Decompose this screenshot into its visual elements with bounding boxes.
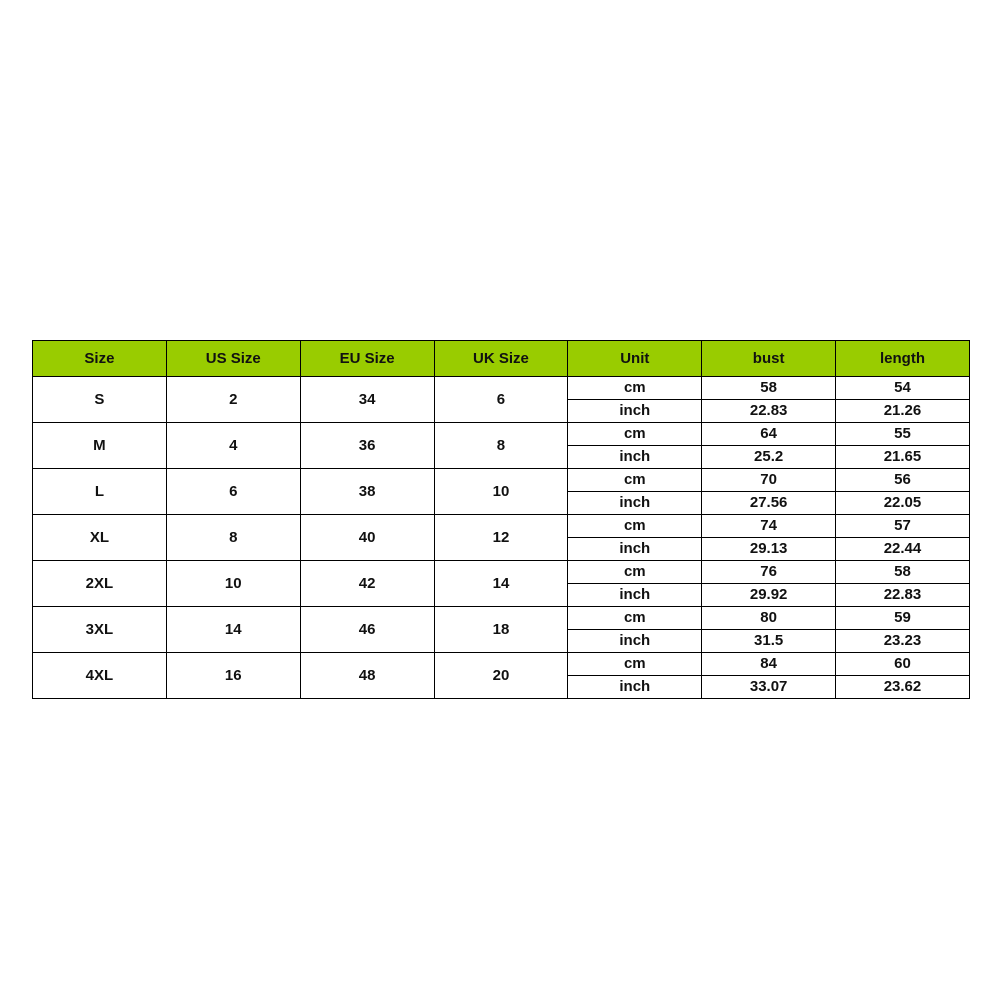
table-row xyxy=(33,377,970,400)
uk-size-cell: 14 xyxy=(434,561,568,607)
unit-cell: inch xyxy=(568,492,702,515)
us-size-cell: 4 xyxy=(166,423,300,469)
size-chart-table xyxy=(32,340,970,699)
uk-size-cell: 10 xyxy=(434,469,568,515)
eu-size-cell: 42 xyxy=(300,561,434,607)
us-size-cell: 10 xyxy=(166,561,300,607)
header-us-size: US Size xyxy=(166,341,300,377)
unit-cell: cm xyxy=(568,423,702,446)
unit-cell: inch xyxy=(568,630,702,653)
header-eu-size: EU Size xyxy=(300,341,434,377)
length-cell: 55 xyxy=(836,423,970,446)
length-cell: 23.23 xyxy=(836,630,970,653)
bust-cell: 27.56 xyxy=(702,492,836,515)
uk-size-cell: 8 xyxy=(434,423,568,469)
table-header xyxy=(33,341,970,377)
length-cell: 56 xyxy=(836,469,970,492)
eu-size-cell: 34 xyxy=(300,377,434,423)
bust-cell: 58 xyxy=(702,377,836,400)
size-cell: 3XL xyxy=(33,607,167,653)
unit-cell: cm xyxy=(568,377,702,400)
length-cell: 22.83 xyxy=(836,584,970,607)
length-cell: 21.65 xyxy=(836,446,970,469)
bust-cell: 29.13 xyxy=(702,538,836,561)
unit-cell: cm xyxy=(568,561,702,584)
length-cell: 59 xyxy=(836,607,970,630)
bust-cell: 31.5 xyxy=(702,630,836,653)
unit-cell: inch xyxy=(568,584,702,607)
us-size-cell: 8 xyxy=(166,515,300,561)
bust-cell: 29.92 xyxy=(702,584,836,607)
eu-size-cell: 46 xyxy=(300,607,434,653)
us-size-cell: 2 xyxy=(166,377,300,423)
length-cell: 22.44 xyxy=(836,538,970,561)
size-cell: M xyxy=(33,423,167,469)
length-cell: 58 xyxy=(836,561,970,584)
unit-cell: cm xyxy=(568,607,702,630)
bust-cell: 33.07 xyxy=(702,676,836,699)
header-length: length xyxy=(836,341,970,377)
eu-size-cell: 48 xyxy=(300,653,434,699)
header-row xyxy=(33,341,970,377)
size-cell: 2XL xyxy=(33,561,167,607)
us-size-cell: 16 xyxy=(166,653,300,699)
size-cell: 4XL xyxy=(33,653,167,699)
unit-cell: cm xyxy=(568,653,702,676)
header-uk-size: UK Size xyxy=(434,341,568,377)
length-cell: 57 xyxy=(836,515,970,538)
table-row xyxy=(33,653,970,676)
unit-cell: inch xyxy=(568,400,702,423)
uk-size-cell: 20 xyxy=(434,653,568,699)
length-cell: 22.05 xyxy=(836,492,970,515)
bust-cell: 64 xyxy=(702,423,836,446)
bust-cell: 70 xyxy=(702,469,836,492)
us-size-cell: 6 xyxy=(166,469,300,515)
header-size: Size xyxy=(33,341,167,377)
table-row xyxy=(33,469,970,492)
bust-cell: 22.83 xyxy=(702,400,836,423)
size-cell: L xyxy=(33,469,167,515)
header-bust: bust xyxy=(702,341,836,377)
bust-cell: 74 xyxy=(702,515,836,538)
unit-cell: cm xyxy=(568,469,702,492)
length-cell: 60 xyxy=(836,653,970,676)
table-body xyxy=(33,377,970,699)
size-cell: S xyxy=(33,377,167,423)
length-cell: 23.62 xyxy=(836,676,970,699)
eu-size-cell: 40 xyxy=(300,515,434,561)
length-cell: 21.26 xyxy=(836,400,970,423)
unit-cell: inch xyxy=(568,446,702,469)
unit-cell: cm xyxy=(568,515,702,538)
bust-cell: 25.2 xyxy=(702,446,836,469)
eu-size-cell: 36 xyxy=(300,423,434,469)
uk-size-cell: 12 xyxy=(434,515,568,561)
size-cell: XL xyxy=(33,515,167,561)
header-unit: Unit xyxy=(568,341,702,377)
bust-cell: 76 xyxy=(702,561,836,584)
bust-cell: 80 xyxy=(702,607,836,630)
table-row xyxy=(33,561,970,584)
table-row xyxy=(33,423,970,446)
us-size-cell: 14 xyxy=(166,607,300,653)
unit-cell: inch xyxy=(568,676,702,699)
eu-size-cell: 38 xyxy=(300,469,434,515)
length-cell: 54 xyxy=(836,377,970,400)
uk-size-cell: 18 xyxy=(434,607,568,653)
bust-cell: 84 xyxy=(702,653,836,676)
uk-size-cell: 6 xyxy=(434,377,568,423)
table-row xyxy=(33,607,970,630)
unit-cell: inch xyxy=(568,538,702,561)
table-row xyxy=(33,515,970,538)
